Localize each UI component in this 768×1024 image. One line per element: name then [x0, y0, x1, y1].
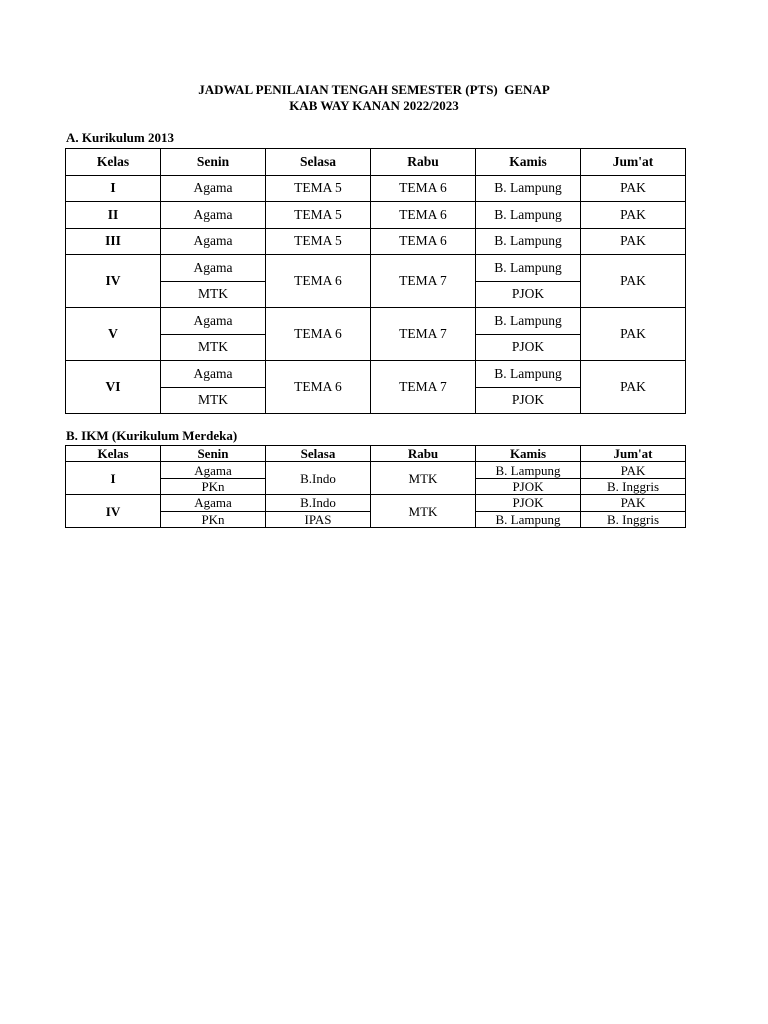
rabu-cell: MTK	[371, 495, 476, 528]
table-row	[66, 175, 686, 202]
header-selasa: Selasa	[266, 149, 371, 176]
selasa-cell: TEMA 5	[266, 175, 371, 202]
page-title: JADWAL PENILAIAN TENGAH SEMESTER (PTS) GENAP	[198, 82, 550, 97]
jumat-cell: PAK	[581, 202, 686, 229]
header-kamis: Kamis	[476, 149, 581, 176]
kamis-cell: PJOK	[476, 495, 581, 511]
jumat-cell: PAK	[581, 462, 686, 478]
senin-cell: MTK	[161, 281, 266, 308]
kamis-cell: B. Lampung	[476, 308, 581, 335]
table-row	[66, 361, 686, 388]
rabu-cell: TEMA 6	[371, 175, 476, 202]
kamis-cell: PJOK	[476, 334, 581, 361]
senin-cell: MTK	[161, 387, 266, 414]
jumat-cell: PAK	[581, 308, 686, 361]
page-subtitle: KAB WAY KANAN 2022/2023	[289, 98, 459, 113]
table-row	[66, 202, 686, 229]
selasa-cell: TEMA 5	[266, 202, 371, 229]
kamis-cell: PJOK	[476, 281, 581, 308]
kamis-cell: B. Lampung	[476, 255, 581, 282]
header-kelas: Kelas	[66, 446, 161, 462]
senin-cell: PKn	[161, 511, 266, 527]
header-kelas: Kelas	[66, 149, 161, 176]
jumat-cell: PAK	[581, 255, 686, 308]
jumat-cell: B. Inggris	[581, 478, 686, 494]
header-senin: Senin	[161, 446, 266, 462]
kelas-cell: II	[66, 202, 161, 229]
senin-cell: Agama	[161, 495, 266, 511]
kelas-cell: IV	[66, 255, 161, 308]
table-row	[66, 462, 686, 478]
jumat-cell: PAK	[581, 175, 686, 202]
table-header-row	[66, 446, 686, 462]
selasa-cell: B.Indo	[266, 495, 371, 511]
header-jumat: Jum'at	[581, 149, 686, 176]
jumat-cell: PAK	[581, 495, 686, 511]
senin-cell: MTK	[161, 334, 266, 361]
header-rabu: Rabu	[371, 446, 476, 462]
header-senin: Senin	[161, 149, 266, 176]
jumat-cell: PAK	[581, 361, 686, 414]
rabu-cell: TEMA 7	[371, 308, 476, 361]
kamis-cell: B. Lampung	[476, 361, 581, 388]
selasa-cell: TEMA 6	[266, 361, 371, 414]
selasa-cell: B.Indo	[266, 462, 371, 495]
senin-cell: Agama	[161, 462, 266, 478]
senin-cell: Agama	[161, 255, 266, 282]
selasa-cell: TEMA 5	[266, 228, 371, 255]
kamis-cell: B. Lampung	[476, 202, 581, 229]
senin-cell: PKn	[161, 478, 266, 494]
kamis-cell: B. Lampung	[476, 511, 581, 527]
rabu-cell: MTK	[371, 462, 476, 495]
table-header-row	[66, 149, 686, 176]
header-kamis: Kamis	[476, 446, 581, 462]
kelas-cell: I	[66, 462, 161, 495]
kelas-cell: III	[66, 228, 161, 255]
table-row	[66, 495, 686, 511]
selasa-cell: TEMA 6	[266, 255, 371, 308]
rabu-cell: TEMA 7	[371, 255, 476, 308]
senin-cell: Agama	[161, 175, 266, 202]
rabu-cell: TEMA 7	[371, 361, 476, 414]
kamis-cell: B. Lampung	[476, 228, 581, 255]
schedule-table-k13	[65, 148, 686, 414]
kelas-cell: VI	[66, 361, 161, 414]
header-selasa: Selasa	[266, 446, 371, 462]
kamis-cell: PJOK	[476, 478, 581, 494]
kamis-cell: B. Lampung	[476, 175, 581, 202]
table-row	[66, 228, 686, 255]
section-a-label: A. Kurikulum 2013	[66, 130, 174, 145]
selasa-cell: IPAS	[266, 511, 371, 527]
rabu-cell: TEMA 6	[371, 228, 476, 255]
selasa-cell: TEMA 6	[266, 308, 371, 361]
jumat-cell: B. Inggris	[581, 511, 686, 527]
senin-cell: Agama	[161, 361, 266, 388]
jumat-cell: PAK	[581, 228, 686, 255]
senin-cell: Agama	[161, 228, 266, 255]
kelas-cell: I	[66, 175, 161, 202]
kelas-cell: IV	[66, 495, 161, 528]
table-row	[66, 308, 686, 335]
senin-cell: Agama	[161, 202, 266, 229]
kamis-cell: PJOK	[476, 387, 581, 414]
schedule-table-ikm	[65, 445, 686, 528]
section-b-label: B. IKM (Kurikulum Merdeka)	[66, 428, 238, 443]
senin-cell: Agama	[161, 308, 266, 335]
rabu-cell: TEMA 6	[371, 202, 476, 229]
table-row	[66, 255, 686, 282]
kelas-cell: V	[66, 308, 161, 361]
kamis-cell: B. Lampung	[476, 462, 581, 478]
header-rabu: Rabu	[371, 149, 476, 176]
header-jumat: Jum'at	[581, 446, 686, 462]
